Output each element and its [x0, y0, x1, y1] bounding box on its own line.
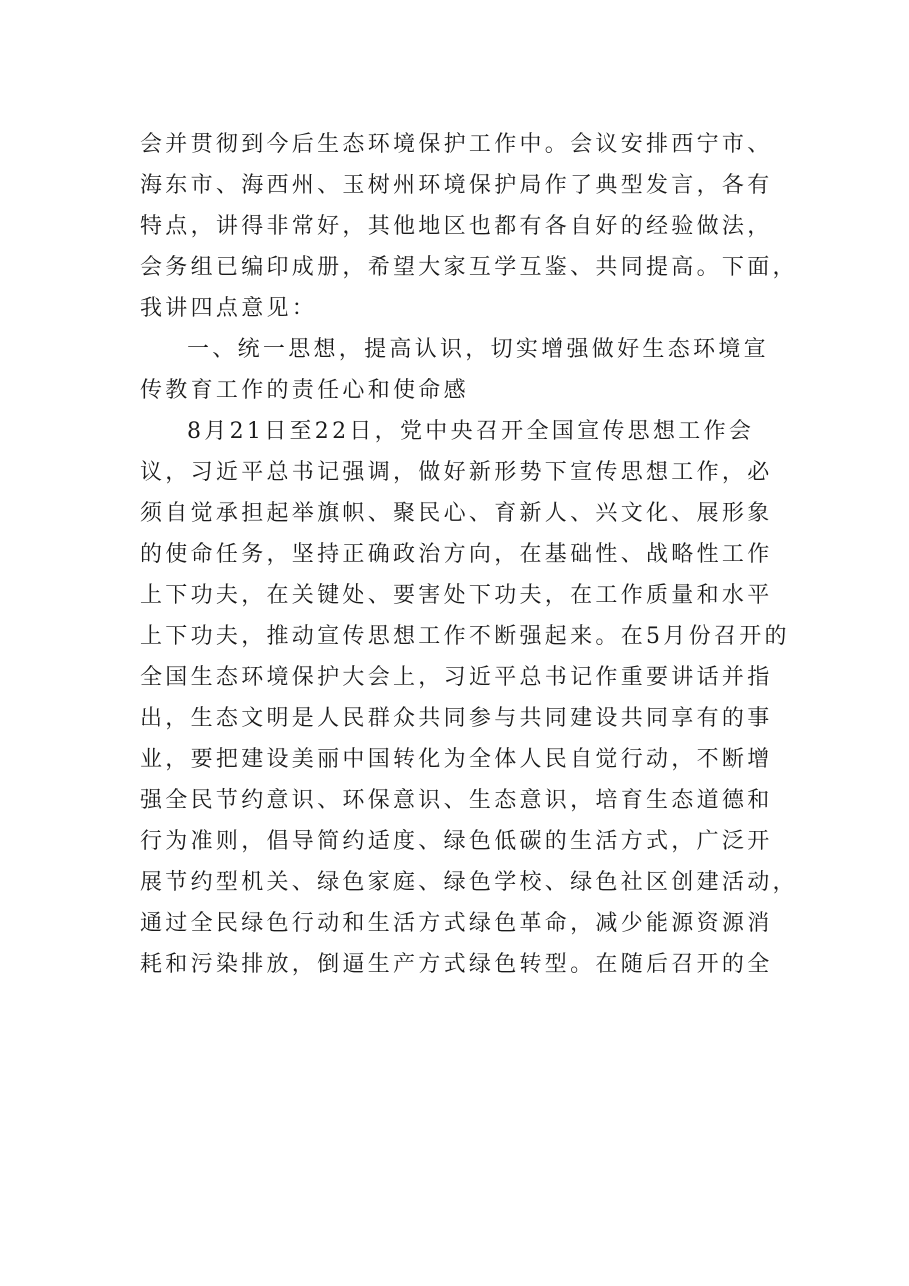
text-line: 上下功夫，推动宣传思想工作不断强起来。在5月份召开的 — [140, 624, 790, 649]
section-heading-line: 一、统一思想，提高认识，切实增强做好生态环境宣 — [187, 337, 769, 362]
text-line: 特点，讲得非常好，其他地区也都有各自好的经验做法， — [140, 214, 773, 239]
text-line: 我讲四点意见： — [140, 296, 318, 321]
text-line: 须自觉承担起举旗帜、聚民心、育新人、兴文化、展形象 — [140, 501, 773, 526]
text-line: 出，生态文明是人民群众共同参与共同建设共同享有的事 — [140, 706, 773, 731]
text-line: 的使命任务，坚持正确政治方向，在基础性、战略性工作 — [140, 542, 773, 567]
body-text — [140, 124, 798, 985]
text-line: 展节约型机关、绿色家庭、绿色学校、绿色社区创建活动， — [140, 870, 798, 895]
text-line: 8月21日至22日，党中央召开全国宣传思想工作会 — [187, 419, 755, 444]
text-line: 业，要把建设美丽中国转化为全体人民自觉行动，不断增 — [140, 747, 773, 772]
text-line: 通过全民绿色行动和生活方式绿色革命，减少能源资源消 — [140, 911, 773, 936]
text-line: 议，习近平总书记强调，做好新形势下宣传思想工作，必 — [140, 460, 773, 485]
text-line: 耗和污染排放，倒逼生产方式绿色转型。在随后召开的全 — [140, 952, 773, 977]
text-line: 海东市、海西州、玉树州环境保护局作了典型发言，各有 — [140, 173, 773, 198]
section-heading-line: 传教育工作的责任心和使命感 — [140, 378, 469, 403]
text-line: 会务组已编印成册，希望大家互学互鉴、共同提高。下面， — [140, 255, 798, 280]
text-line: 行为准则，倡导简约适度、绿色低碳的生活方式，广泛开 — [140, 829, 773, 854]
text-line: 强全民节约意识、环保意识、生态意识，培育生态道德和 — [140, 788, 773, 813]
text-line: 上下功夫，在关键处、要害处下功夫，在工作质量和水平 — [140, 583, 773, 608]
text-line: 全国生态环境保护大会上，习近平总书记作重要讲话并指 — [140, 665, 773, 690]
text-line: 会并贯彻到今后生态环境保护工作中。会议安排西宁市、 — [140, 132, 773, 157]
